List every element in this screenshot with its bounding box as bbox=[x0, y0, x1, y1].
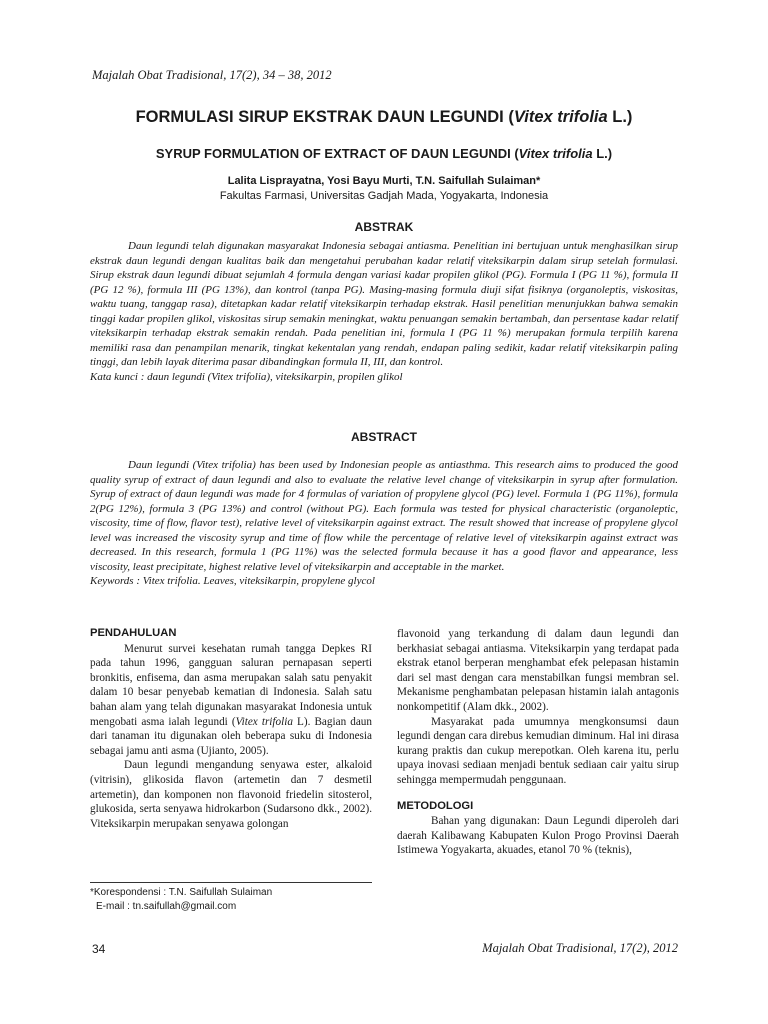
abstrak-body: Daun legundi telah digunakan masyarakat Indonesia sebagai antiasma. Penelitian ini bertujuan untuk menghasilkan sirup ekstrak daun legundi dengan kualitas baik dan mengetahui perubahan kadar relatif viteksikarpin dalam sirup setelah formulasi. Sirup ekstrak daun legundi dibuat sejumlah 4 formula dengan variasi kadar propilen glikol (PG). Formula I (PG 11 %), formula II (PG 12 %), formula III (PG 13%), dan kontrol (tanpa PG). Masing-masing formula diuji sifat fisiknya (organoleptis, viskositas, waktu tuang, tanggap rasa), ditetapkan kadar relatif viteksikarpin terhadap ekstrak. Hasil penelitian menunjukkan bahwa semakin tinggi kadar propilen glikol, viskositas sirup semakin meningkat, waktu penuangan semakin bertambah, dan persentase kadar relatif viteksikarpin terhadap ekstrak semakin rendah. Pada penelitian ini, formula I (PG 11 %) merupakan formula terpilih karena memiliki rasa dan penampilan menarik, tingkat kekentalan yang rendah, endapan paling sedikit, kadar relatif viteksikarpin paling tinggi, dan lebih layak diterima pasar dibandingkan formula II, III, dan kontrol. bbox=[90, 240, 678, 368]
right-column bbox=[397, 627, 679, 858]
pendahuluan-p1-species: Vitex trifolia bbox=[235, 715, 293, 728]
abstract-body: Daun legundi (Vitex trifolia) has been used by Indonesian people as antiasthma. This research aims to produced the good quality syrup of extract of daun legundi and also to evaluate the relative level change of viteksikarpin in syrup after formulation. Syrup of extract of daun legundi was made for 4 formulas of variation of propylene glycol (PG) level. Formula 1 (PG 11%), formula 2(PG 12%), formula 3 (PG 13%) and control (without PG). Each formula was tested for physical characteristic (organoleptic, viscosity, time of flow, flavor test), relative level of viteksikarpin against extract. The result showed that increase of propylene glycol level was increased the viscosity syrup and time of flow while the percentage of relative level of viteksikarpin against extract was decreased. In this research, formula 1 (PG 11%) was the selected formula because it has a good flavor and appearance, less viscosity, least precipitate, highest relative level of viteksikarpin and acceptable in the market. bbox=[90, 459, 678, 573]
running-head: Majalah Obat Tradisional, 17(2), 34 – 38, 2012 bbox=[92, 68, 332, 82]
pendahuluan-p1-text-b: L). Bagian daun dari tanaman itu digunakan oleh beberapa suku di Indonesia sebagai jamu anti asma (Ujianto, 2005). bbox=[90, 715, 372, 757]
title-en-species: Vitex trifolia bbox=[518, 146, 593, 161]
title-main-prefix: FORMULASI SIRUP EKSTRAK DAUN LEGUNDI ( bbox=[135, 108, 514, 126]
footnote-correspondence: *Korespondensi : T.N. Saifullah Sulaiman bbox=[90, 887, 273, 898]
abstrak-keywords: Kata kunci : daun legundi (Vitex trifolia), viteksikarpin, propilen glikol bbox=[90, 370, 403, 383]
article-title-english bbox=[60, 146, 708, 161]
abstract-section bbox=[90, 458, 678, 589]
title-en-suffix: L.) bbox=[592, 146, 613, 161]
metodologi-heading: METODOLOGI bbox=[397, 799, 474, 812]
footnote bbox=[90, 886, 380, 914]
author-affiliation: Fakultas Farmasi, Universitas Gadjah Mada, Yogyakarta, Indonesia bbox=[219, 190, 549, 202]
section-spacer bbox=[397, 788, 679, 799]
footer-journal: Majalah Obat Tradisional, 17(2), 2012 bbox=[482, 941, 678, 955]
footnote-divider bbox=[90, 882, 372, 883]
title-main-suffix: L.) bbox=[607, 108, 633, 126]
author-list: Lalita Lisprayatna, Yosi Bayu Murti, T.N. Saifullah Sulaiman* bbox=[227, 175, 541, 187]
left-column bbox=[90, 626, 372, 831]
abstract-heading: ABSTRACT bbox=[351, 430, 417, 444]
metodologi-paragraph-1: Bahan yang digunakan: Daun Legundi diperoleh dari daerah Kalibawang Kabupaten Kulon Progo Provinsi Daerah Istimewa Yogyakarta, akuades, etanol 70 % (teknis), bbox=[397, 815, 679, 857]
abstrak-heading: ABSTRAK bbox=[354, 220, 414, 234]
abstract-keywords: Keywords : Vitex trifolia. Leaves, viteksikarpin, propylene glycol bbox=[90, 575, 375, 587]
pendahuluan-paragraph-4: Masyarakat pada umumnya mengkonsumsi daun legundi dengan cara direbus kemudian diminum. Hal ini dirasa kurang praktis dan cukup merepotkan. Oleh karena itu, perlu upaya inovasi sediaan menjadi bentuk sediaan cair yaitu sirup sehingga mempermudah penggunaan. bbox=[397, 715, 679, 786]
pendahuluan-paragraph-1 bbox=[90, 642, 372, 759]
title-main-species: Vitex trifolia bbox=[513, 108, 608, 126]
page-number: 34 bbox=[92, 942, 106, 956]
article-title bbox=[60, 108, 708, 127]
pendahuluan-p1-text-a: Menurut survei kesehatan rumah tangga Depkes RI pada tahun 1996, gangguan saluran pernapasan seperti bronkitis, enfisema, dan asma merupakan salah satu penyakit dalam 10 besar penyebab kematian di Indonesia. Salah satu bahan alam yang telah digunakan masyarakat Indonesia untuk mengobati asma ialah legundi ( bbox=[90, 642, 372, 728]
abstrak-section bbox=[90, 239, 678, 384]
pendahuluan-paragraph-3: flavonoid yang terkandung di dalam daun legundi dan berkhasiat sebagai antiasma. Viteksikarpin yang terdapat pada ekstrak etanol berperan menghambat efek pelepasan histamin dari sel mast dengan cara menstabilkan fungsi membran sel. Mekanisme penghambatan pelepasan histamin ialah antagonis nonkompetitif (Alam dkk., 2002). bbox=[397, 628, 679, 713]
pendahuluan-heading: PENDAHULUAN bbox=[90, 627, 177, 639]
pendahuluan-paragraph-2: Daun legundi mengandung senyawa ester, alkaloid (vitrisin), glikosida flavon (artemetin dan 7 desmetil artemetin), dan komponen non flavonoid friedelin sitosterol, glukosida, serta senyawa hidrokarbon (Sudarsono dkk., 2002). Viteksikarpin merupakan senyawa golongan bbox=[90, 759, 372, 830]
footnote-email: E-mail : tn.saifullah@gmail.com bbox=[96, 901, 237, 912]
title-en-prefix: SYRUP FORMULATION OF EXTRACT OF DAUN LEGUNDI ( bbox=[155, 146, 519, 161]
